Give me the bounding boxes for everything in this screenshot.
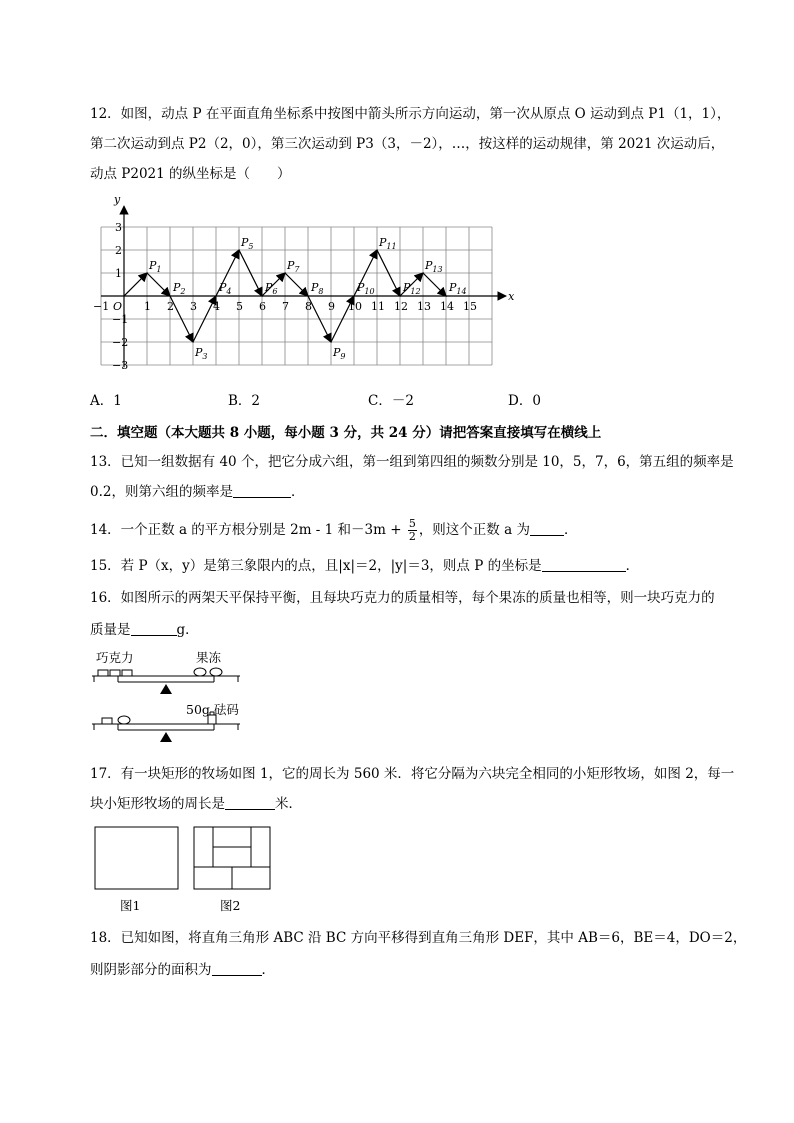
q16-text: 质量是 — [90, 622, 131, 638]
figure-2-label: 图2 — [220, 898, 241, 913]
q18-text: 则阴影部分的面积为 — [90, 962, 212, 978]
point-label: $P_9$ — [333, 346, 346, 361]
q14-line — [90, 518, 577, 543]
origin-label: O — [113, 300, 123, 313]
x-tick-label: 5 — [236, 300, 243, 313]
q13-blank[interactable] — [233, 483, 291, 498]
figure-1-rect — [95, 827, 178, 889]
point-label: $P_3$ — [195, 346, 208, 361]
x-tick-label: 13 — [417, 300, 431, 313]
rectangle-figures — [90, 824, 290, 894]
q12-line2: 第二次运动到点 P2（2，0），第三次运动到 P3（3，－2），…，按这样的运动规律，第 2021 次运动后， — [90, 136, 725, 152]
choice-a[interactable]: A．1 — [90, 393, 122, 409]
q17-line2 — [90, 794, 302, 814]
point-label: $P_7$ — [287, 259, 300, 274]
path-arrow — [423, 273, 446, 296]
q14-frac-den: 2 — [408, 530, 416, 543]
balance-2 — [92, 712, 240, 730]
q14-frac-num: 5 — [408, 517, 416, 530]
x-tick-label: −1 — [93, 300, 110, 313]
q18-line2 — [90, 960, 275, 980]
q15-line — [90, 556, 639, 576]
q17-blank[interactable] — [225, 795, 275, 810]
path-arrow — [285, 273, 308, 296]
section-title: 二．填空题（本大题共 8 小题，每小题 3 分，共 24 分）请把答案直接填写在横线上 — [90, 425, 602, 441]
label-jelly: 果冻 — [196, 650, 222, 665]
x-tick-label: 14 — [440, 300, 454, 313]
x-tick-label: 9 — [328, 300, 335, 313]
point-label: $P_8$ — [311, 281, 324, 296]
y-tick-label: 3 — [115, 221, 122, 234]
q13-line1: 13．已知一组数据有 40 个，把它分成六组，第一组到第四组的频数分别是 10，5，7，6，第五组的频率是 — [90, 454, 734, 470]
q18-blank[interactable] — [212, 961, 262, 976]
q15-text: 15．若 P（x，y）是第三象限内的点，且|x|＝2，|y|＝3，则点 P 的坐标是 — [90, 558, 542, 574]
q13-end: ． — [290, 484, 305, 500]
q16-line2 — [90, 620, 199, 640]
y-tick-label: 1 — [115, 267, 122, 280]
figure-1-label: 图1 — [120, 898, 141, 913]
x-tick-label: 10 — [348, 300, 362, 313]
point-label: $P_{11}$ — [379, 236, 397, 251]
path-arrow — [124, 273, 147, 296]
x-axis-label: x — [508, 290, 515, 303]
x-tick-label: 6 — [259, 300, 266, 313]
path-arrow — [147, 273, 170, 296]
q18-line1: 18．已知如图，将直角三角形 ABC 沿 BC 方向平移得到直角三角形 DEF，其中 AB＝6，BE＝4，DO＝2， — [90, 930, 747, 946]
y-axis-label: y — [114, 196, 121, 206]
x-tick-label: 4 — [213, 300, 220, 313]
point-label: $P_4$ — [219, 281, 232, 296]
y-tick-label: −1 — [112, 313, 129, 326]
x-tick-label: 1 — [144, 300, 151, 313]
q17-end: 米． — [275, 796, 302, 812]
q17-line1: 17．有一块矩形的牧场如图 1，它的周长为 560 米．将它分隔为六块完全相同的小矩形牧场，如图 2，每一 — [90, 766, 735, 782]
point-label: $P_2$ — [173, 281, 186, 296]
balance-figure — [90, 660, 250, 750]
fulcrum-1 — [160, 684, 172, 694]
q13-text: 0.2，则第六组的频率是 — [90, 484, 233, 500]
q14-end: ． — [563, 522, 578, 538]
point-label: $P_5$ — [241, 236, 254, 251]
x-tick-label: 2 — [167, 300, 174, 313]
x-tick-label: 3 — [190, 300, 197, 313]
y-tick-label: 2 — [115, 244, 122, 257]
q12-line1: 12．如图，动点 P 在平面直角坐标系中按图中箭头所示方向运动，第一次从原点 O 运动到点 P1（1，1）， — [90, 106, 731, 122]
point-label: $P_1$ — [149, 259, 162, 274]
x-tick-label: 11 — [371, 300, 385, 313]
q15-blank[interactable] — [542, 557, 626, 572]
q16-blank[interactable] — [131, 621, 177, 636]
q16-end: g． — [176, 622, 199, 638]
point-label: $P_6$ — [265, 281, 278, 296]
q17-text: 块小矩形牧场的周长是 — [90, 796, 225, 812]
q16-line1: 16．如图所示的两架天平保持平衡，且每块巧克力的质量相等，每个果冻的质量也相等，则一块巧克力的 — [90, 590, 715, 606]
q14-blank[interactable] — [530, 521, 564, 536]
y-tick-label: −3 — [112, 359, 129, 372]
q18-end: ． — [261, 962, 275, 978]
label-weight: 50g 砝码 — [186, 702, 239, 717]
x-tick-label: 8 — [305, 300, 312, 313]
figure-2-rect — [194, 827, 270, 889]
label-chocolate: 巧克力 — [96, 650, 134, 665]
fulcrum-2 — [160, 732, 172, 742]
y-tick-label: −2 — [112, 336, 129, 349]
choice-b[interactable]: B．2 — [228, 393, 261, 409]
point-label: $P_{13}$ — [425, 259, 443, 274]
q15-end: ． — [625, 558, 640, 574]
balance-1 — [92, 668, 240, 682]
choice-c[interactable]: C．－2 — [368, 393, 414, 409]
q12-line3: 动点 P2021 的纵坐标是（ ） — [90, 166, 291, 182]
x-tick-label: 7 — [282, 300, 289, 313]
choice-d[interactable]: D．0 — [508, 393, 541, 409]
q14-text-b: ，则这个正数 a 为 — [418, 522, 530, 538]
q14-text-a: 14．一个正数 a 的平方根分别是 2m - 1 和－3m + — [90, 522, 402, 538]
point-label: $P_{14}$ — [449, 281, 467, 296]
q13-line2 — [90, 482, 304, 502]
point-label: $P_{12}$ — [403, 281, 421, 296]
q14-fraction — [408, 518, 417, 543]
x-tick-label: 15 — [463, 300, 477, 313]
point-label: $P_{10}$ — [357, 281, 375, 296]
coordinate-graph — [90, 196, 530, 386]
x-tick-label: 12 — [394, 300, 408, 313]
